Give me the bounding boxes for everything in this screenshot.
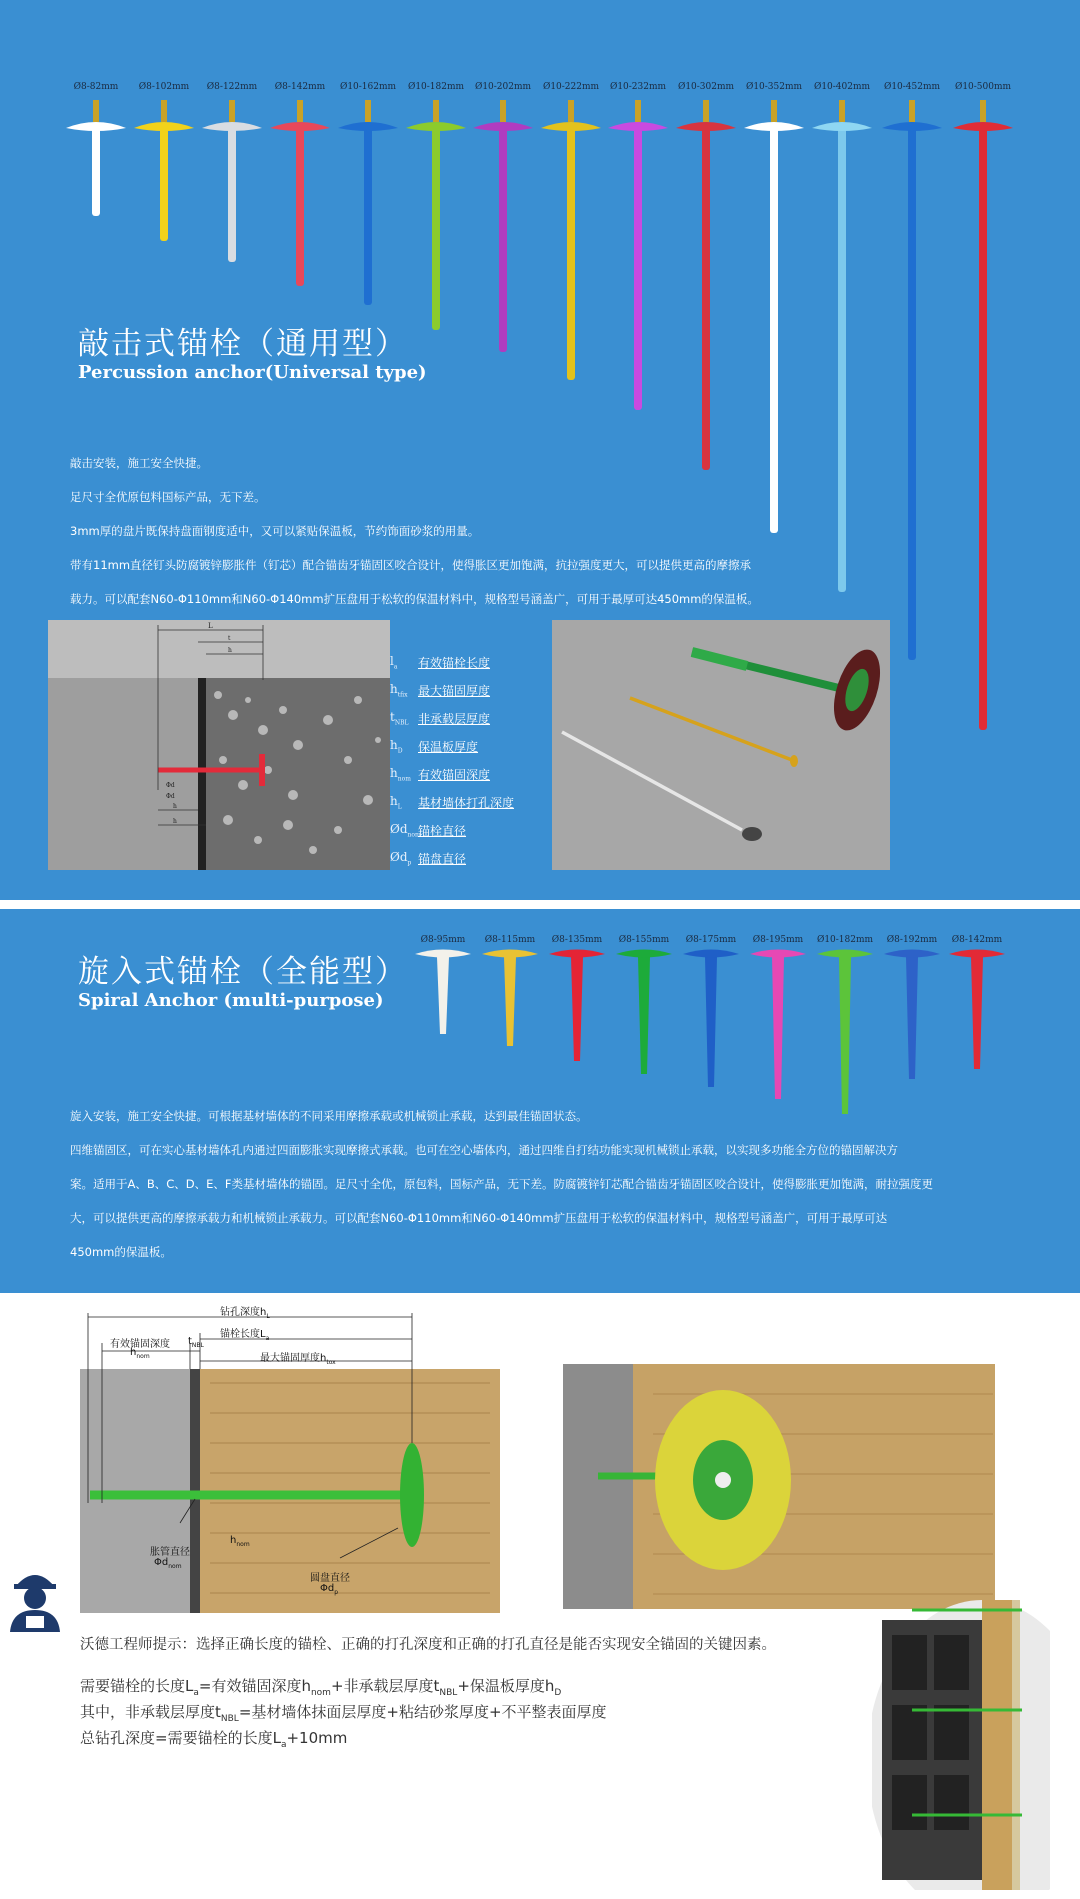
paragraph: 旋入安装，施工安全快捷。可根据基材墙体的不同采用摩擦承载或机械锁止承载，达到最佳锚固状态。 — [70, 1109, 588, 1123]
size-label: Ø8-155mm — [618, 935, 670, 945]
legend-symbol: $l_a$ — [390, 653, 398, 671]
legend-symbol: $Ød_{nom}$ — [390, 821, 421, 839]
size-label: Ø8-95mm — [420, 935, 466, 945]
paragraph: 案。适用于A、B、C、D、E、F类基材墙体的锚固。足尺寸全优，原包料，国标产品，无下差。防腐镀锌钉芯配合锚齿牙锚固区咬合设计，使得膨胀更加饱满，耐拉强度更 — [70, 1177, 934, 1191]
legend-row — [390, 816, 514, 844]
svg-text:Φd: Φd — [166, 782, 175, 789]
size-label: Ø8-142mm — [951, 935, 1003, 945]
size-label: Ø8-135mm — [551, 935, 603, 945]
legend-row — [390, 760, 514, 788]
paragraph: 450mm的保温板。 — [70, 1245, 172, 1259]
size-label: Ø10-222mm — [542, 82, 600, 92]
legend-label: 锚栓直径 — [418, 823, 467, 838]
size-label: Ø8-175mm — [685, 935, 737, 945]
size-label: Ø8-82mm — [73, 82, 119, 92]
svg-text:h: h — [173, 818, 177, 825]
formula-line-3: 总钻孔深度=需要锚栓的长度$L_a+10mm$ — [80, 1729, 348, 1750]
size-label: Ø10-182mm — [407, 82, 465, 92]
formulas — [80, 1677, 607, 1755]
percussion-anchor — [134, 100, 194, 241]
spiral-install-section-diagram — [80, 1303, 510, 1613]
tube-diameter-label: 胀管直径 — [150, 1547, 190, 1558]
percussion-description — [70, 446, 759, 616]
size-label: Ø10-402mm — [813, 82, 871, 92]
percussion-anchor — [812, 100, 872, 592]
drill-depth-label: 钻孔深度$h_L$ — [220, 1307, 270, 1320]
disc-diameter-label: 圆盘直径 — [310, 1573, 350, 1584]
tube-diameter-symbol: $\Phi d_{nom}$ — [154, 1557, 182, 1570]
formula-line-1: 需要锚栓的长度$L_a=$有效锚固深度$h_{nom}+$非承载层厚度$t_{NBL}+$保温板厚度$h_D$ — [80, 1677, 562, 1698]
legend-symbol: $Ød_p$ — [390, 849, 412, 867]
percussion-panel — [0, 0, 1080, 900]
size-label: Ø8-142mm — [274, 82, 326, 92]
legend-symbol: $h_{tfix}$ — [390, 681, 408, 699]
percussion-anchor — [473, 100, 533, 352]
wall-cutaway-image — [872, 1590, 1050, 1890]
size-label: Ø10-452mm — [883, 82, 941, 92]
tnbl-label: $t_{NBL}$ — [188, 1336, 204, 1349]
legend-label: 有效锚固深度 — [418, 767, 491, 782]
size-label: Ø10-352mm — [745, 82, 803, 92]
size-label: Ø10-162mm — [339, 82, 397, 92]
percussion-anchor — [338, 100, 398, 305]
legend-row — [390, 648, 514, 676]
percussion-section-diagram — [48, 620, 390, 870]
legend-symbol: $h_{nom}$ — [390, 765, 411, 783]
engineer-tip: 沃德工程师提示：选择正确长度的锚栓、正确的打孔深度和正确的打孔直径是能否实现安全锚固的关键因素。 — [80, 1637, 776, 1653]
percussion-title-cn: 敲击式锚栓（通用型） — [78, 326, 408, 362]
size-label: Ø8-122mm — [206, 82, 258, 92]
legend-label: 基材墙体打孔深度 — [418, 795, 515, 810]
percussion-anchor — [882, 100, 942, 660]
spiral-description — [70, 1099, 933, 1269]
formula-line-2: 其中，非承载层厚度$t_{NBL}=$基材墙体抹面层厚度+粘结砂浆厚度+不平整表面厚度 — [80, 1703, 607, 1724]
percussion-anchor — [406, 100, 466, 330]
hnom-label: $h_{nom}$ — [230, 1535, 250, 1548]
legend-label: 保温板厚度 — [418, 739, 479, 754]
percussion-anchor — [608, 100, 668, 410]
size-label: Ø8-192mm — [886, 935, 938, 945]
spiral-panel — [0, 909, 1080, 1293]
legend-row — [390, 732, 514, 760]
percussion-title-en: Percussion anchor(Universal type) — [78, 362, 427, 383]
svg-text:h: h — [173, 803, 177, 810]
size-label: Ø10-232mm — [609, 82, 667, 92]
svg-text:t: t — [228, 635, 231, 642]
paragraph: 足尺寸全优原包料国标产品，无下差。 — [70, 490, 266, 504]
size-label: Ø8-102mm — [138, 82, 190, 92]
percussion-anchor — [202, 100, 262, 262]
size-label: Ø10-182mm — [816, 935, 874, 945]
legend-label: 有效锚栓长度 — [418, 655, 491, 670]
paragraph: 敲击安装，施工安全快捷。 — [70, 456, 208, 470]
spiral-anchor — [616, 950, 672, 1075]
size-label: Ø10-500mm — [954, 82, 1012, 92]
percussion-legend — [390, 648, 514, 872]
legend-symbol: $h_L$ — [390, 793, 402, 811]
spiral-anchors-illustration — [0, 909, 1080, 1129]
percussion-anchor — [953, 100, 1013, 730]
svg-text:h: h — [228, 647, 232, 654]
legend-row — [390, 844, 514, 872]
spiral-title-en: Spiral Anchor (multi-purpose) — [78, 990, 384, 1011]
size-label: Ø8-195mm — [752, 935, 804, 945]
max-thickness-label: 最大锚固厚度$h_{tox}$ — [260, 1353, 336, 1366]
spiral-anchor — [750, 950, 806, 1100]
percussion-anchor — [541, 100, 601, 380]
legend-label: 最大锚固厚度 — [418, 683, 491, 698]
spiral-install-3d-render — [563, 1364, 995, 1609]
legend-row — [390, 788, 514, 816]
size-label: Ø8-115mm — [484, 935, 536, 945]
percussion-anchor — [66, 100, 126, 216]
legend-label: 非承载层厚度 — [418, 711, 491, 726]
effective-depth-label: 有效锚固深度 — [110, 1339, 170, 1350]
spiral-anchor — [549, 950, 605, 1062]
legend-row — [390, 704, 514, 732]
spiral-anchor — [949, 950, 1005, 1070]
spiral-anchor — [817, 950, 873, 1115]
spiral-anchor — [884, 950, 940, 1080]
spiral-anchor — [415, 950, 471, 1035]
paragraph: 大，可以提供更高的摩擦承载力和机械锁止承载力。可以配套N60-Φ110mm和N60-Φ140mm扩压盘用于松软的保温材料中，规格型号涵盖广，可用于最厚可达 — [70, 1211, 888, 1225]
anchor-length-label: 锚栓长度$L_a$ — [220, 1329, 270, 1342]
paragraph: 载力。可以配套N60-Φ110mm和N60-Φ140mm扩压盘用于松软的保温材料中，规格型号涵盖广，可用于最厚可达450mm的保温板。 — [70, 592, 759, 606]
paragraph: 四维锚固区，可在实心基材墙体孔内通过四面膨胀实现摩擦式承载。也可在空心墙体内，通过四维自打结功能实现机械锁止承载，以实现多功能全方位的锚固解决方 — [70, 1143, 898, 1157]
svg-text:Φd: Φd — [166, 793, 175, 800]
legend-symbol: $t_{NBL}$ — [390, 709, 409, 727]
disc-diameter-symbol: $\Phi d_p$ — [320, 1583, 339, 1596]
percussion-3d-render — [552, 620, 890, 870]
engineer-avatar-icon — [6, 1560, 64, 1632]
spiral-anchor — [482, 950, 538, 1047]
svg-text:L: L — [208, 622, 213, 630]
legend-row — [390, 676, 514, 704]
spiral-title-cn: 旋入式锚栓（全能型） — [78, 954, 408, 990]
size-label: Ø10-202mm — [474, 82, 532, 92]
legend-label: 锚盘直径 — [418, 851, 467, 866]
size-label: Ø10-302mm — [677, 82, 735, 92]
paragraph: 带有11mm直径钉头防腐镀锌膨胀件（钉芯）配合锚齿牙锚固区咬合设计，使得胀区更加饱满，抗拉强度更大，可以提供更高的摩擦承 — [70, 558, 752, 572]
effective-depth-symbol: $h_{nom}$ — [130, 1347, 150, 1360]
percussion-anchor — [676, 100, 736, 470]
percussion-anchor — [270, 100, 330, 286]
legend-symbol: $h_D$ — [390, 737, 403, 755]
spiral-anchor — [683, 950, 739, 1088]
paragraph: 3mm厚的盘片既保持盘面钢度适中，又可以紧贴保温板，节约饰面砂浆的用量。 — [70, 524, 480, 538]
